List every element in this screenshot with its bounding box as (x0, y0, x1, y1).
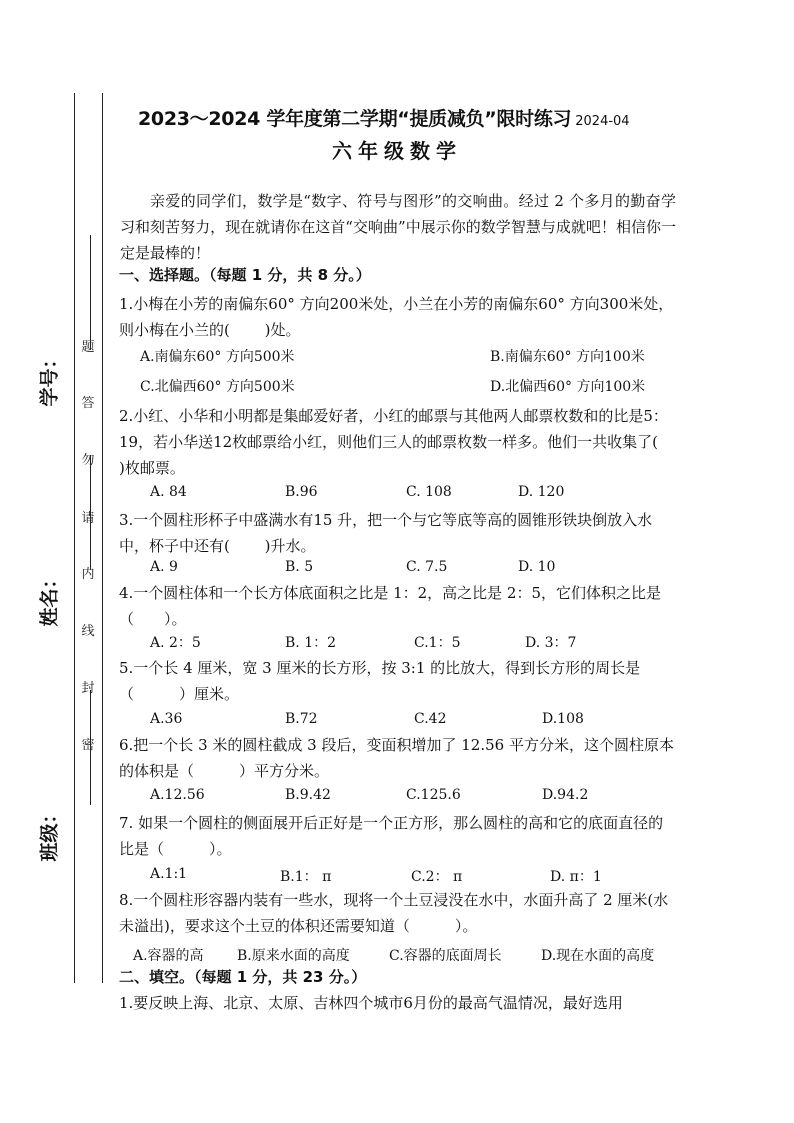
option-row (133, 945, 673, 965)
option[interactable]: C.北偏西60° 方向500米 (140, 379, 295, 395)
question: 1.要反映上海、北京、太原、吉林四个城市6月份的最高气温情况，最好选用 (119, 994, 623, 1012)
option[interactable]: D.现在水面的高度 (541, 948, 655, 964)
question: 6.把一个长 3 米的圆柱截成 3 段后，变面积增加了 12.56 平方分米，这个圆柱原本的体积是（ ）平方分米。 (119, 736, 674, 780)
option[interactable]: C.125.6 (406, 787, 461, 803)
student-name-line[interactable] (90, 455, 91, 570)
option[interactable]: B.原来水面的高度 (237, 948, 350, 964)
question: 5.一个长 4 厘米，宽 3 厘米的长方形，按 3:1 的比放大，得到长方形的周长是（ ）厘米。 (119, 659, 641, 703)
intro-paragraph: 亲爱的同学们，数学是“数字、符号与图形”的交响曲。经过 2 个多月的勤奋学习和刻苦努力，现在就请你在这首“交响曲”中展示你的数学智慧与成就吧！相信你一定是最棒的！ (120, 192, 676, 262)
question: 1.小梅在小芳的南偏东60° 方向200米处，小兰在小芳的南偏东60° 方向300米处，则小梅在小兰的( )处。 (119, 295, 674, 339)
option[interactable]: D.108 (542, 711, 584, 727)
option-row (140, 559, 680, 579)
seal-char: 题 (81, 340, 95, 355)
option[interactable]: C.2： π (411, 869, 463, 885)
question: 8.一个圆柱形容器内装有一些水，现将一个土豆浸没在水中，水面升高了 2 厘米(水未溢出)，要求这个土豆的体积还需要知道（ ）。 (119, 891, 669, 935)
option[interactable]: C.42 (414, 711, 447, 727)
option[interactable]: A.36 (150, 711, 183, 727)
option[interactable]: B. 1：2 (285, 635, 337, 651)
question: 2.小红、小华和小明都是集邮爱好者，小红的邮票与其他两人邮票枚数和的比是5：19，若小华送12枚邮票给小红，则他们三人的邮票枚数一样多。他们一共收集了( )枚邮票。 (119, 407, 693, 477)
seal-char: 封 (81, 681, 95, 696)
option[interactable]: B.1： π (280, 869, 332, 885)
option[interactable]: B.9.42 (285, 787, 331, 803)
option[interactable]: D. π：1 (550, 869, 602, 885)
exam-date: 2024-04 (575, 114, 630, 129)
option[interactable]: A.容器的高 (133, 948, 204, 964)
seal-char: 答 (81, 396, 95, 411)
option-row (140, 376, 680, 396)
exam-header (138, 104, 698, 131)
option[interactable]: B. 5 (285, 559, 314, 575)
seal-char: 请 (81, 511, 95, 526)
option[interactable]: C.1：5 (414, 635, 461, 651)
binding-line-inner (102, 93, 103, 983)
seal-char: 线 (81, 624, 95, 639)
option[interactable]: C.容器的底面周长 (389, 948, 502, 964)
section-title: 二、填空。（每题 1 分，共 23 分。） (119, 968, 367, 986)
option[interactable]: A. 84 (150, 484, 187, 500)
option-row (140, 346, 680, 366)
option[interactable]: A. 2：5 (150, 635, 201, 651)
option-row (140, 632, 680, 652)
option-row (140, 484, 680, 504)
option-row (140, 787, 680, 807)
option[interactable]: B.96 (285, 484, 318, 500)
option[interactable]: B.南偏东60° 方向100米 (490, 349, 645, 365)
student-number-label: 学号： (38, 349, 61, 407)
class-line[interactable] (90, 690, 91, 805)
option[interactable]: C. 108 (406, 484, 452, 500)
option[interactable]: D. 120 (518, 484, 565, 500)
section-title: 一、选择题。（每题 1 分，共 8 分。） (119, 266, 371, 284)
option[interactable]: D.94.2 (542, 787, 589, 803)
student-number-line[interactable] (90, 235, 91, 350)
option[interactable]: D. 10 (518, 559, 556, 575)
seal-char: 密 (81, 738, 95, 753)
class-label: 班级： (38, 804, 61, 862)
exam-subtitle: 六年级数学 (332, 139, 462, 163)
option-row (140, 866, 680, 886)
question: 4.一个圆柱体和一个长方体底面积之比是 1：2，高之比是 2：5，它们体积之比是（ ）。 (119, 584, 662, 628)
exam-title: 2023～2024 学年度第二学期“提质减负”限时练习 (138, 108, 572, 130)
question: 7. 如果一个圆柱的侧面展开后正好是一个正方形，那么圆柱的高和它的底面直径的比是（ ）。 (119, 814, 664, 858)
seal-char: 勿 (81, 453, 95, 468)
student-name-label: 姓名： (38, 569, 61, 627)
seal-warning (80, 340, 96, 760)
binding-line-outer (74, 93, 75, 983)
option[interactable]: B.72 (285, 711, 318, 727)
option[interactable]: C. 7.5 (406, 559, 448, 575)
option[interactable]: A.12.56 (150, 787, 205, 803)
option-row (140, 711, 680, 731)
option[interactable]: D. 3：7 (525, 635, 577, 651)
option[interactable]: A.南偏东60° 方向500米 (140, 349, 295, 365)
option[interactable]: A. 9 (150, 559, 178, 575)
option[interactable]: D.北偏西60° 方向100米 (490, 379, 646, 395)
question: 3.一个圆柱形杯子中盛满水有15 升，把一个与它等底等高的圆锥形铁块倒放入水中，杯子中还有( )升水。 (119, 511, 653, 555)
seal-char: 内 (81, 567, 95, 582)
option[interactable]: A.1:1 (150, 866, 188, 882)
